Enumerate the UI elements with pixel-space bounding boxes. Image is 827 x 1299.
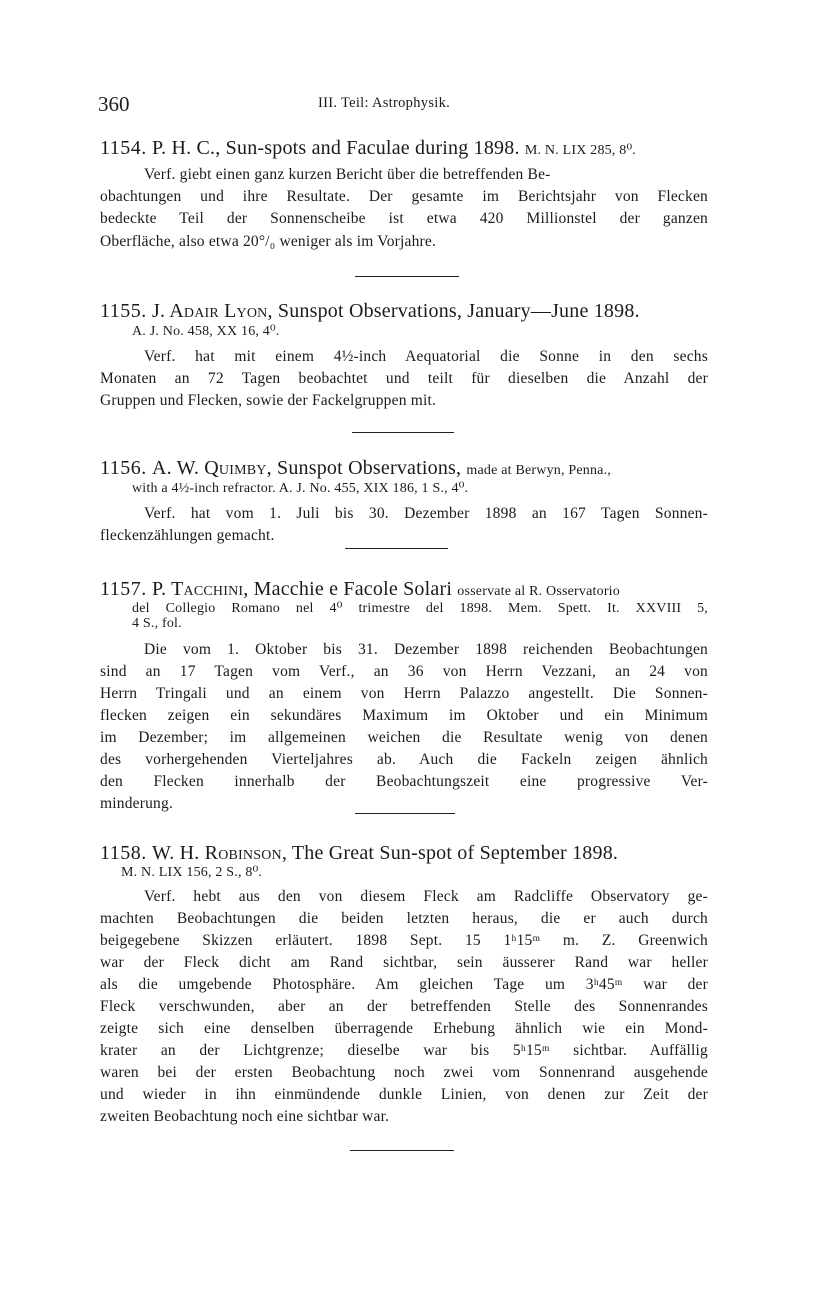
entry-author: A. W. Quimby,	[151, 457, 272, 479]
section-divider	[352, 432, 454, 433]
entry-title-rest: made at Berwyn, Penna.,	[466, 463, 611, 478]
entry-title: Sun-spots and Faculae during 1898.	[225, 137, 520, 159]
entry-1156-line-2: fleckenzählungen gemacht.	[100, 527, 275, 544]
section-divider	[345, 548, 448, 549]
entry-title: Sunspot Observations,	[277, 457, 462, 479]
entry-1158-line-3: beigegebene Skizzen erläutert. 1898 Sept. 15 1ʰ15ᵐ m. Z. Greenwich	[100, 932, 708, 949]
entry-1156-line-1: Verf. hat vom 1. Juli bis 30. Dezember 1898 an 167 Tagen Sonnen-	[144, 505, 708, 522]
entry-1158-line-1: Verf. hebt aus den von diesem Fleck am Radcliffe Observatory ge-	[144, 888, 708, 905]
entry-title: Macchie e Facole Solari	[253, 578, 453, 600]
entry-title: The Great Sun-spot of September 1898.	[291, 842, 619, 864]
entry-1157-line-7: den Flecken innerhalb der Beobachtungszeit eine progressive Ver-	[100, 773, 708, 790]
entry-1158-line-11: zweiten Beobachtung noch eine sichtbar war.	[100, 1108, 390, 1125]
section-divider	[355, 276, 459, 277]
entry-1155-citation: A. J. No. 458, XX 16, 4⁰.	[132, 324, 280, 339]
entry-1157-line-1: Die vom 1. Oktober bis 31. Dezember 1898 reichenden Beobachtungen	[144, 641, 708, 658]
entry-1154-heading	[100, 137, 636, 160]
entry-1158-line-8: krater an der Lichtgrenze; dieselbe war bis 5ʰ15ᵐ sichtbar. Auffällig	[100, 1042, 708, 1059]
entry-title: Sunspot Observations, January—June 1898.	[277, 300, 640, 322]
entry-number: 1155.	[100, 300, 147, 322]
entry-1154-line-1: Verf. giebt einen ganz kurzen Bericht über die betreffenden Be-	[144, 166, 551, 183]
entry-1154-line-4: Oberfläche, also etwa 20°/₀ weniger als im Vorjahre.	[100, 233, 437, 250]
entry-number: 1154.	[100, 137, 147, 159]
entry-1154-line-2: obachtungen und ihre Resultate. Der gesamte im Berichtsjahr von Flecken	[100, 188, 708, 205]
entry-1157-line-4: flecken zeigen ein sekundäres Maximum im Oktober und ein Minimum	[100, 707, 708, 724]
entry-1157-line-8: minderung.	[100, 795, 174, 812]
entry-1157-line-5: im Dezember; im allgemeinen weichen die Resultate wenig von denen	[100, 729, 708, 746]
entry-1158-line-2: machten Beobachtungen die beiden letzten heraus, die er auch durch	[100, 910, 708, 927]
entry-1158-line-5: als die umgebende Photosphäre. Am gleichen Tage um 3ʰ45ᵐ war der	[100, 976, 708, 993]
entry-1158-line-9: waren bei der ersten Beobachtung noch zwei vom Sonnenrand ausgehende	[100, 1064, 708, 1081]
entry-author: W. H. Robinson,	[151, 842, 288, 864]
entry-number: 1158.	[100, 842, 147, 864]
entry-1158-line-6: Fleck verschwunden, aber an der betreffenden Stelle des Sonnenrandes	[100, 998, 708, 1015]
section-divider	[355, 813, 455, 814]
entry-1156-heading	[100, 457, 611, 480]
entry-title-rest: osservate al R. Osservatorio	[457, 584, 620, 599]
entry-author: J. Adair Lyon,	[151, 300, 273, 322]
entry-1158-heading	[100, 842, 618, 865]
entry-1156-citation: with a 4½-inch refractor. A. J. No. 455, XIX 186, 1 S., 4⁰.	[132, 481, 469, 496]
entry-author: P. H. C.,	[151, 137, 221, 159]
entry-1157-line-6: des vorhergehenden Vierteljahres ab. Auch die Fackeln zeigen ähnlich	[100, 751, 708, 768]
entry-1158-line-10: und wieder in ihn einmündende dunkle Linien, von denen zur Zeit der	[100, 1086, 708, 1103]
section-divider	[350, 1150, 454, 1151]
entry-1154-line-3: bedeckte Teil der Sonnenscheibe ist etwa 420 Millionstel der ganzen	[100, 210, 708, 227]
entry-1158-citation: M. N. LIX 156, 2 S., 8⁰.	[121, 865, 263, 880]
entry-1155-line-2: Monaten an 72 Tagen beobachtet und teilt für dieselben die Anzahl der	[100, 370, 708, 387]
entry-1157-line-3: Herrn Tringali und an einem von Herrn Palazzo angestellt. Die Sonnen-	[100, 685, 708, 702]
entry-1158-line-7: zeigte sich eine denselben überragende Erhebung ähnlich wie ein Mond-	[100, 1020, 708, 1037]
entry-1157-citation-1: del Collegio Romano nel 4⁰ trimestre del 1898. Mem. Spett. It. XXVIII 5,	[132, 601, 708, 616]
entry-1155-heading	[100, 300, 640, 323]
entry-1158-line-4: war der Fleck dicht am Rand sichtbar, sein äusserer Rand war heller	[100, 954, 708, 971]
running-title: III. Teil: Astrophysik.	[318, 95, 451, 111]
entry-1155-line-3: Gruppen und Flecken, sowie der Fackelgruppen mit.	[100, 392, 437, 409]
entry-1157-citation-2: 4 S., fol.	[132, 616, 182, 631]
entry-1157-heading	[100, 578, 620, 601]
entry-citation: M. N. LIX 285, 8⁰.	[524, 143, 636, 158]
entry-1155-line-1: Verf. hat mit einem 4½-inch Aequatorial die Sonne in den sechs	[144, 348, 708, 365]
entry-number: 1156.	[100, 457, 147, 479]
page-number: 360	[98, 92, 130, 116]
entry-author: P. Tacchini,	[151, 578, 249, 600]
entry-1157-line-2: sind an 17 Tagen vom Verf., an 36 von Herrn Vezzani, an 24 von	[100, 663, 708, 680]
entry-number: 1157.	[100, 578, 147, 600]
